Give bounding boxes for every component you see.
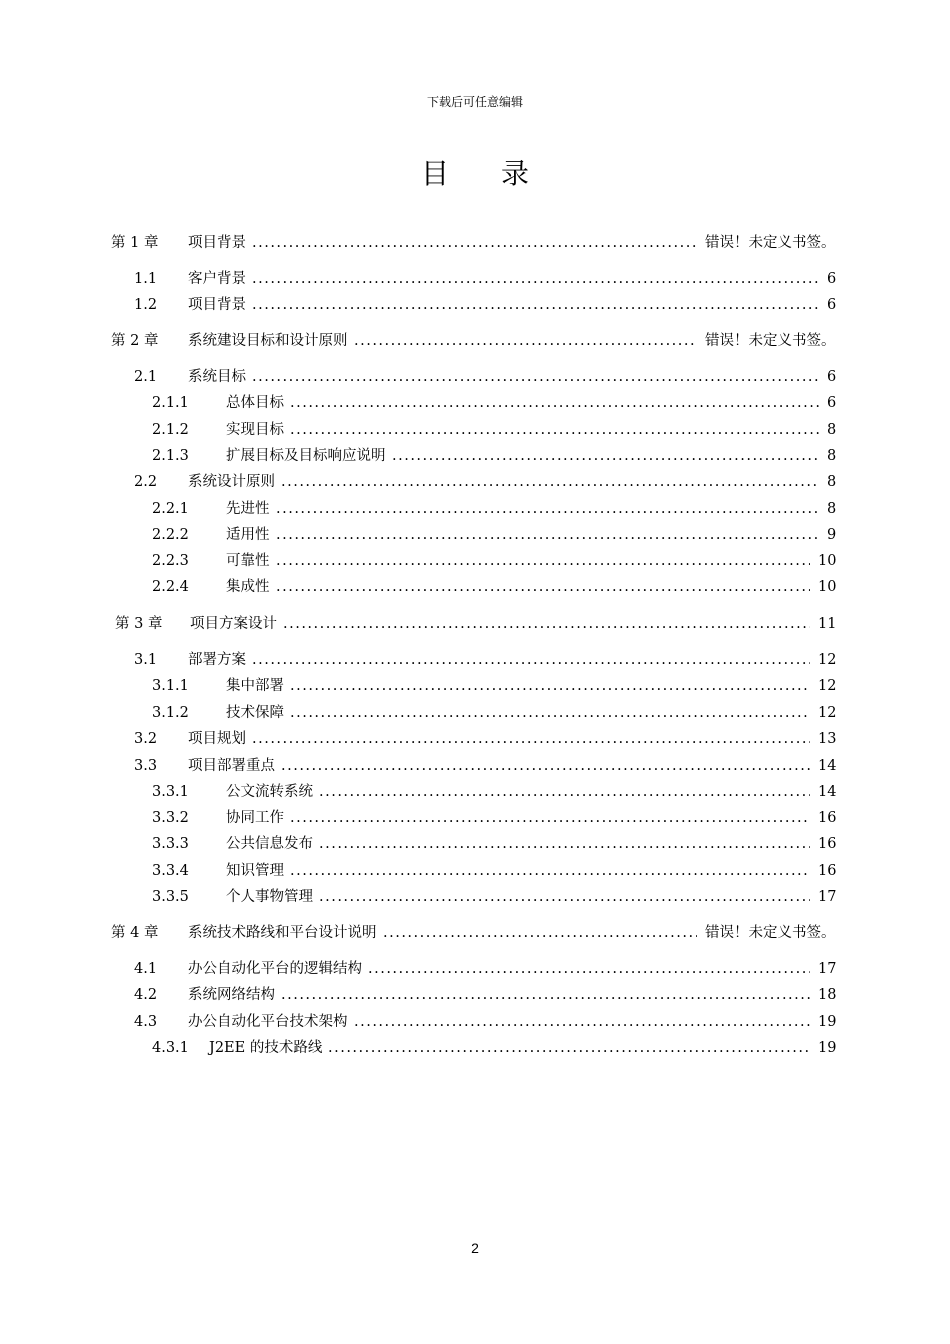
toc-entry-label: 适用性 bbox=[226, 527, 270, 543]
toc-leader-dots bbox=[283, 613, 810, 635]
toc-leader-dots bbox=[392, 445, 819, 467]
toc-entry[interactable] bbox=[0, 524, 950, 546]
toc-entry-label: 客户背景 bbox=[188, 271, 246, 287]
toc-entry-label: 技术保障 bbox=[226, 705, 284, 721]
toc-entry-page: 19 bbox=[818, 1040, 837, 1056]
toc-leader-dots bbox=[328, 1037, 810, 1059]
toc-entry-page: 6 bbox=[827, 297, 837, 313]
toc-entry-number: 3.1.2 bbox=[152, 705, 189, 721]
toc-entry-label: 系统网络结构 bbox=[188, 987, 275, 1003]
toc-entry[interactable] bbox=[0, 833, 950, 855]
toc-entry-number: 3.3.1 bbox=[152, 784, 189, 800]
toc-leader-dots bbox=[252, 728, 810, 750]
toc-entry-page: 13 bbox=[818, 731, 837, 747]
toc-entry-label: 项目部署重点 bbox=[188, 758, 275, 774]
toc-entry-number: 1.2 bbox=[134, 297, 158, 313]
toc-entry[interactable] bbox=[0, 728, 950, 750]
toc-leader-dots bbox=[276, 524, 819, 546]
toc-entry[interactable] bbox=[0, 392, 950, 414]
toc-entry-number: 3.3.4 bbox=[152, 863, 189, 879]
toc-entry-page: 14 bbox=[818, 758, 837, 774]
toc-entry[interactable] bbox=[0, 576, 950, 598]
toc-entry[interactable] bbox=[0, 958, 950, 980]
toc-entry-label: 个人事物管理 bbox=[226, 889, 313, 905]
toc-entry-number: 第 2 章 bbox=[111, 333, 159, 349]
toc-leader-dots bbox=[252, 649, 810, 671]
toc-leader-dots bbox=[290, 419, 819, 441]
toc-entry-page: 9 bbox=[827, 527, 837, 543]
toc-leader-dots bbox=[290, 392, 819, 414]
toc-entry-page: 6 bbox=[827, 395, 837, 411]
toc-entry[interactable] bbox=[0, 1011, 950, 1033]
toc-entry[interactable] bbox=[0, 550, 950, 572]
toc-entry[interactable] bbox=[0, 471, 950, 493]
toc-entry-number: 3.3.3 bbox=[152, 836, 189, 852]
toc-entry-page: 18 bbox=[818, 987, 837, 1003]
toc-entry-page: 10 bbox=[818, 553, 837, 569]
toc-entry-number: 3.3.5 bbox=[152, 889, 189, 905]
toc-leader-dots bbox=[276, 576, 810, 598]
toc-leader-dots bbox=[354, 1011, 810, 1033]
toc-entry-label: 系统目标 bbox=[188, 369, 246, 385]
toc-leader-dots bbox=[319, 781, 810, 803]
toc-entry-number: 3.2 bbox=[134, 731, 158, 747]
toc-leader-dots bbox=[281, 471, 819, 493]
toc-leader-dots bbox=[290, 702, 810, 724]
footer-page-number: 2 bbox=[471, 1240, 479, 1256]
toc-entry[interactable] bbox=[0, 755, 950, 777]
toc-entry[interactable] bbox=[0, 860, 950, 882]
toc-leader-dots bbox=[319, 886, 810, 908]
toc-entry-label: 项目背景 bbox=[188, 235, 246, 251]
toc-entry-label: 系统设计原则 bbox=[188, 474, 275, 490]
toc-entry-page: 8 bbox=[827, 501, 837, 517]
toc-entry-number: 2.1.1 bbox=[152, 395, 189, 411]
toc-entry-number: 2.2.1 bbox=[152, 501, 189, 517]
toc-entry[interactable] bbox=[0, 886, 950, 908]
toc-entry-page: 错误！未定义书签。 bbox=[705, 235, 836, 251]
toc-entry-number: 第 3 章 bbox=[115, 616, 163, 632]
toc-entry-page: 8 bbox=[827, 422, 837, 438]
toc-entry-number: 3.1 bbox=[134, 652, 158, 668]
toc-entry-label: 项目规划 bbox=[188, 731, 246, 747]
toc-entry-page: 12 bbox=[818, 705, 837, 721]
toc-entry-number: 2.2 bbox=[134, 474, 158, 490]
toc-entry-page: 8 bbox=[827, 448, 837, 464]
toc-entry-page: 14 bbox=[818, 784, 837, 800]
toc-entry[interactable] bbox=[0, 366, 950, 388]
toc-leader-dots bbox=[319, 833, 810, 855]
toc-entry[interactable] bbox=[0, 781, 950, 803]
toc-entry[interactable] bbox=[0, 294, 950, 316]
toc-entry[interactable] bbox=[0, 330, 950, 352]
toc-entry-label: J2EE 的技术路线 bbox=[209, 1040, 323, 1056]
toc-entry-page: 16 bbox=[818, 810, 837, 826]
toc-entry-number: 2.2.2 bbox=[152, 527, 189, 543]
toc-entry-page: 12 bbox=[818, 678, 837, 694]
toc-entry[interactable] bbox=[0, 613, 950, 635]
toc-entry-number: 1.1 bbox=[134, 271, 158, 287]
toc-entry-label: 办公自动化平台的逻辑结构 bbox=[188, 961, 362, 977]
toc-entry-label: 部署方案 bbox=[188, 652, 246, 668]
toc-leader-dots bbox=[281, 984, 810, 1006]
page-title: 目录 bbox=[420, 157, 581, 190]
toc-entry-label: 系统技术路线和平台设计说明 bbox=[188, 925, 377, 941]
toc-entry-page: 6 bbox=[827, 369, 837, 385]
toc-entry-number: 2.1 bbox=[134, 369, 158, 385]
toc-entry-page: 错误！未定义书签。 bbox=[705, 925, 836, 941]
toc-entry[interactable] bbox=[0, 702, 950, 724]
toc-entry-label: 集成性 bbox=[226, 579, 270, 595]
toc-entry[interactable] bbox=[0, 419, 950, 441]
toc-entry-number: 4.3 bbox=[134, 1014, 158, 1030]
toc-entry-number: 2.1.3 bbox=[152, 448, 189, 464]
toc-entry-page: 17 bbox=[818, 961, 837, 977]
toc-entry[interactable] bbox=[0, 675, 950, 697]
toc-entry[interactable] bbox=[0, 984, 950, 1006]
toc-leader-dots bbox=[383, 922, 697, 944]
toc-entry-page: 6 bbox=[827, 271, 837, 287]
toc-entry-label: 实现目标 bbox=[226, 422, 284, 438]
toc-entry-label: 协同工作 bbox=[226, 810, 284, 826]
toc-leader-dots bbox=[290, 860, 810, 882]
toc-entry-number: 4.1 bbox=[134, 961, 158, 977]
toc-entry-number: 2.2.4 bbox=[152, 579, 189, 595]
toc-entry-label: 总体目标 bbox=[226, 395, 284, 411]
toc-entry-page: 12 bbox=[818, 652, 837, 668]
toc-entry-number: 3.1.1 bbox=[152, 678, 189, 694]
toc-entry-page: 16 bbox=[818, 863, 837, 879]
toc-entry-label: 公文流转系统 bbox=[226, 784, 313, 800]
toc-leader-dots bbox=[354, 330, 697, 352]
toc-leader-dots bbox=[276, 498, 819, 520]
toc-entry-label: 知识管理 bbox=[226, 863, 284, 879]
toc-entry[interactable] bbox=[0, 268, 950, 290]
toc-entry-page: 17 bbox=[818, 889, 837, 905]
toc-entry-number: 2.1.2 bbox=[152, 422, 189, 438]
toc-leader-dots bbox=[276, 550, 810, 572]
toc-entry-label: 项目方案设计 bbox=[190, 616, 277, 632]
toc-entry[interactable] bbox=[0, 445, 950, 467]
toc-entry-label: 先进性 bbox=[226, 501, 270, 517]
toc-leader-dots bbox=[252, 294, 819, 316]
toc-leader-dots bbox=[252, 232, 697, 254]
header-note: 下载后可任意编辑 bbox=[426, 95, 523, 109]
toc-entry-number: 第 1 章 bbox=[111, 235, 159, 251]
toc-entry-page: 11 bbox=[818, 616, 837, 632]
toc-entry[interactable] bbox=[0, 1037, 950, 1059]
toc-entry-label: 系统建设目标和设计原则 bbox=[188, 333, 348, 349]
toc-leader-dots bbox=[252, 268, 819, 290]
toc-entry-page: 16 bbox=[818, 836, 837, 852]
toc-entry-label: 办公自动化平台技术架构 bbox=[188, 1014, 348, 1030]
toc-entry-label: 项目背景 bbox=[188, 297, 246, 313]
toc-entry-page: 错误！未定义书签。 bbox=[705, 333, 836, 349]
toc-entry-label: 扩展目标及目标响应说明 bbox=[226, 448, 386, 464]
toc-entry-page: 8 bbox=[827, 474, 837, 490]
toc-entry-number: 4.3.1 bbox=[152, 1040, 189, 1056]
toc-entry-label: 公共信息发布 bbox=[226, 836, 313, 852]
toc-entry-page: 19 bbox=[818, 1014, 837, 1030]
toc-leader-dots bbox=[368, 958, 810, 980]
toc-entry-label: 可靠性 bbox=[226, 553, 270, 569]
toc-entry[interactable] bbox=[0, 807, 950, 829]
toc-entry-page: 10 bbox=[818, 579, 837, 595]
toc-leader-dots bbox=[290, 807, 810, 829]
toc-entry-label: 集中部署 bbox=[226, 678, 284, 694]
toc-entry-number: 3.3.2 bbox=[152, 810, 189, 826]
toc-leader-dots bbox=[281, 755, 810, 777]
toc-entry[interactable] bbox=[0, 922, 950, 944]
toc-entry-number: 第 4 章 bbox=[111, 925, 159, 941]
toc-leader-dots bbox=[290, 675, 810, 697]
toc-entry-number: 4.2 bbox=[134, 987, 158, 1003]
toc-entry[interactable] bbox=[0, 649, 950, 671]
toc-entry-number: 2.2.3 bbox=[152, 553, 189, 569]
toc-leader-dots bbox=[252, 366, 819, 388]
toc-entry-number: 3.3 bbox=[134, 758, 158, 774]
toc-entry[interactable] bbox=[0, 498, 950, 520]
toc-entry[interactable] bbox=[0, 232, 950, 254]
